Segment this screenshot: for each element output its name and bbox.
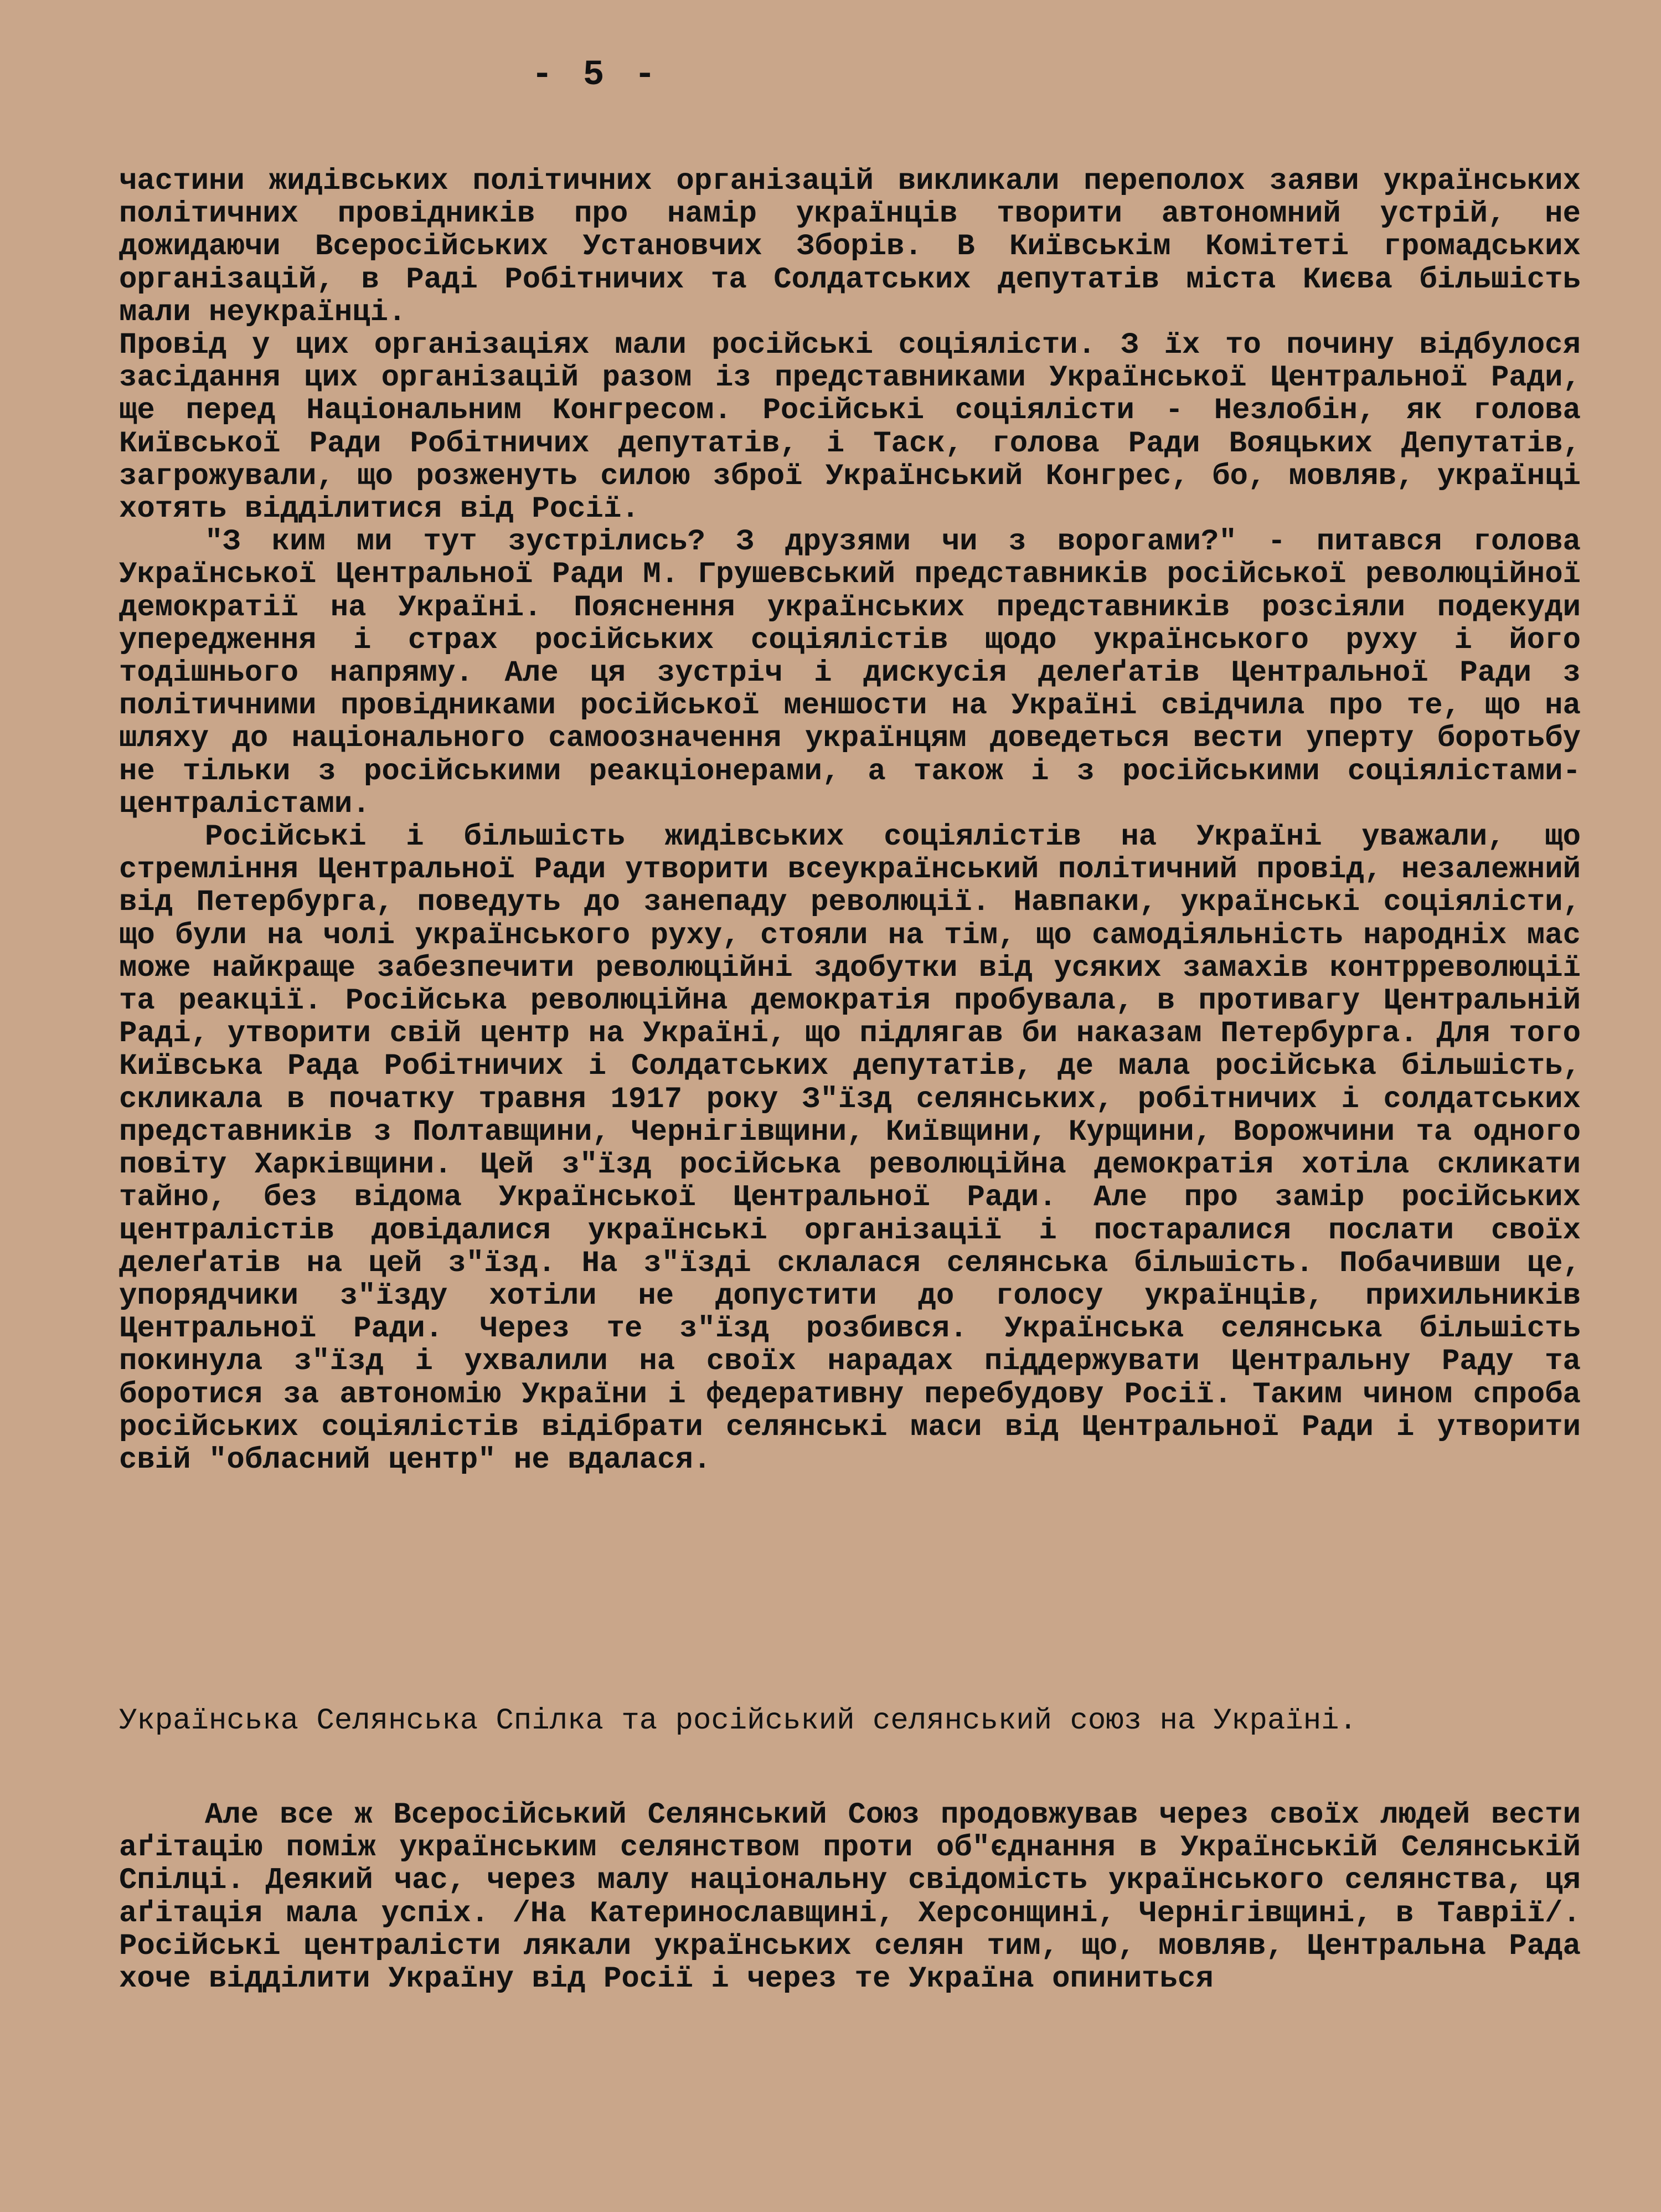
page-number: - 5 - [532,55,661,95]
paragraph: "З ким ми тут зустрілись? З друзями чи з ворогами?" - питався голова Української Центральної Ради М. Грушевський представників російської революційної демократії на Україні. Пояснення українських представників розсіяли подекуди упередження і страх російських соціялістів щодо українського руху і його тодішнього напряму. Але ця зустріч і дискусія делеґатів Центральної Ради з політичними провідниками російської меншости на Україні свідчила про те, що на шляху до національного самоозначення українцям доведеться вести уперту боротьбу не тільки з російськими реакціонерами, а також і з російськими соціялістами-централістами. [119,525,1581,821]
section-text-block [119,1799,1581,1995]
paragraph: частини жидівських політичних організацій викликали переполох заяви українських політичних провідників про намір українців творити автономний устрій, не дожидаючи Всеросійських Установчих Зборів. В Київськім Комітеті громадських організацій, в Раді Робітничих та Солдатських депутатів міста Києва більшість мали неукраїнці. [119,164,1581,330]
section-heading: Українська Селянська Спілка та російський селянський союз на Україні. [119,1704,1357,1738]
paragraph: Але все ж Всеросійський Селянський Союз продовжував через своїх людей вести аґітацію поміж українським селянством проти об"єднання в Українській Селянській Спілці. Деякий час, через малу національну свідомість українського селянства, ця аґітація мала успіх. /На Катеринославщині, Херсонщині, Чернігівщині, в Таврії/. Російські централісти лякали українських селян тим, що, мовляв, Центральна Рада хоче відділити Україну від Росії і через те Україна опиниться [119,1798,1581,1997]
main-text-block [119,165,1581,1477]
paragraph: Російські і більшість жидівських соціялістів на Україні уважали, що стремління Центральної Ради утворити всеукраїнський політичний провід, незалежний від Петербурга, поведуть до занепаду революції. Навпаки, українські соціялісти, що були на чолі українського руху, стояли на тім, що самодіяльність народніх мас може найкраще забезпечити революційні здобутки від усяких замахів контрреволюції та реакції. Російська революційна демократія пробувала, в противагу Центральній Раді, утворити свій центр на Україні, що підлягав би наказам Петербурга. Для того Київська Рада Робітничих і Солдатських депутатів, де мала російська більшість, скликала в початку травня 1917 року З"їзд селянських, робітничих і солдатських представників з Полтавщини, Чернігівщини, Київщини, Курщини, Ворожчини та одного повіту Харківщини. Цей з"їзд російська революційна демократія хотіла скликати тайно, без відома Української Центральної Ради. Але про замір російських централістів довідалися українські організації і постаралися послати своїх делеґатів на цей з"їзд. На з"їзді склалася селянська більшість. Побачивши це, упорядчики з"їзду хотіли не допустити до голосу українців, прихильників Центральної Ради. Через те з"їзд розбився. Українська селянська більшість покинула з"їзд і ухвалили на своїх нарадах піддержувати Центральну Раду та боротися за автономію України і федеративну перебудову Росії. Таким чином спроба російських соціялістів відібрати селянські маси від Центральної Ради і утворити свій "обласний центр" не вдалася. [119,820,1581,1477]
paragraph: Провід у цих організаціях мали російські соціялісти. З їх то почину відбулося засідання цих організацій разом із представниками Української Центральної Ради, ще перед Національним Конгресом. Російські соціялісти - Незлобін, як голова Київської Ради Робітничих депутатів, і Таск, голова Ради Вояцьких Депутатів, загрожували, що розженуть силою зброї Український Конгрес, бо, мовляв, українці хотять відділитися від Росії. [119,328,1581,527]
